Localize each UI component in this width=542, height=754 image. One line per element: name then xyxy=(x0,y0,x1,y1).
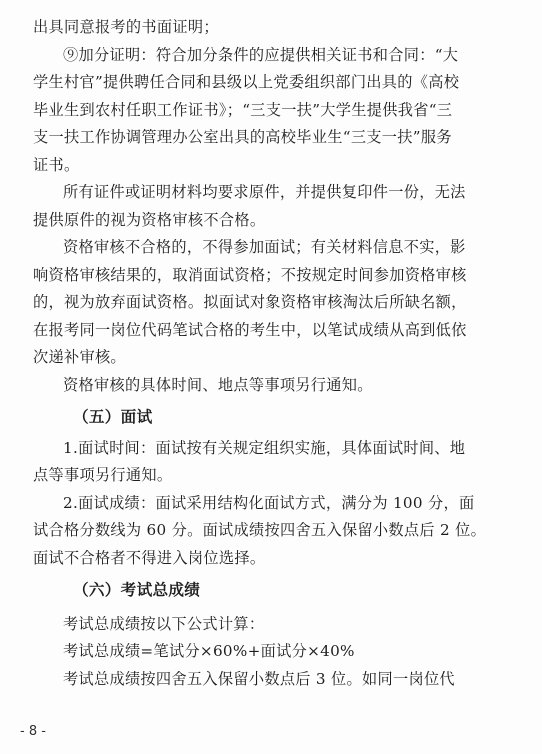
text-line: 的，视为放弃面试资格。拟面试对象资格审核淘汰后所缺名额， xyxy=(33,293,467,311)
text-line: 2.面试成绩：面试采用结构化面试方式，满分为 100 分，面 xyxy=(63,493,475,512)
section-heading: （五）面试 xyxy=(73,407,153,426)
text-line: 毕业生到农村任职工作证书》；“三支一扶”大学生提供我省“三 xyxy=(33,100,453,119)
text-line: 资格审核不合格的，不得参加面试；有关材料信息不实，影 xyxy=(63,238,466,256)
text-line: 提供原件的视为资格审核不合格。 xyxy=(33,210,266,229)
section-heading: （六）考试总成绩 xyxy=(73,580,201,599)
text-line: 考试总成绩按以下公式计算： xyxy=(63,614,265,633)
text-line: 资格审核的具体时间、地点等事项另行通知。 xyxy=(63,375,373,394)
text-line: 学生村官”提供聘任合同和县级以上党委组织部门出具的《高校 xyxy=(33,73,460,91)
text-line: 面试不合格者不得进入岗位选择。 xyxy=(33,548,266,567)
text-line: 在报考同一岗位代码笔试合格的考生中，以笔试成绩从高到低依 xyxy=(33,320,467,339)
document-body xyxy=(33,14,511,693)
text-line: 响资格审核结果的，取消面试资格；不按规定时间参加资格审核 xyxy=(33,265,467,284)
page-number: - 8 - xyxy=(20,724,46,739)
formula-line: 考试总成绩=笔试分×60%+面试分×40% xyxy=(63,642,355,660)
text-line: 点等事项另行通知。 xyxy=(33,466,173,484)
text-line: 出具同意报考的书面证明； xyxy=(33,18,219,36)
text-line: 所有证件或证明材料均要求原件，并提供复印件一份，无法 xyxy=(63,183,466,201)
text-line: 1.面试时间：面试按有关规定组织实施，具体面试时间、地 xyxy=(63,438,466,457)
text-line: 试合格分数线为 60 分。面试成绩按四舍五入保留小数点后 2 位。 xyxy=(33,521,487,539)
text-line: 支一扶工作协调管理办公室出具的高校毕业生“三支一扶”服务 xyxy=(33,128,452,146)
text-line: 证书。 xyxy=(33,155,80,174)
text-line: ⑨加分证明：符合加分条件的应提供相关证书和合同：“大 xyxy=(63,45,459,64)
text-line: 考试总成绩按四舍五入保留小数点后 3 位。如同一岗位代 xyxy=(63,669,455,688)
text-line: 次递补审核。 xyxy=(33,348,126,366)
